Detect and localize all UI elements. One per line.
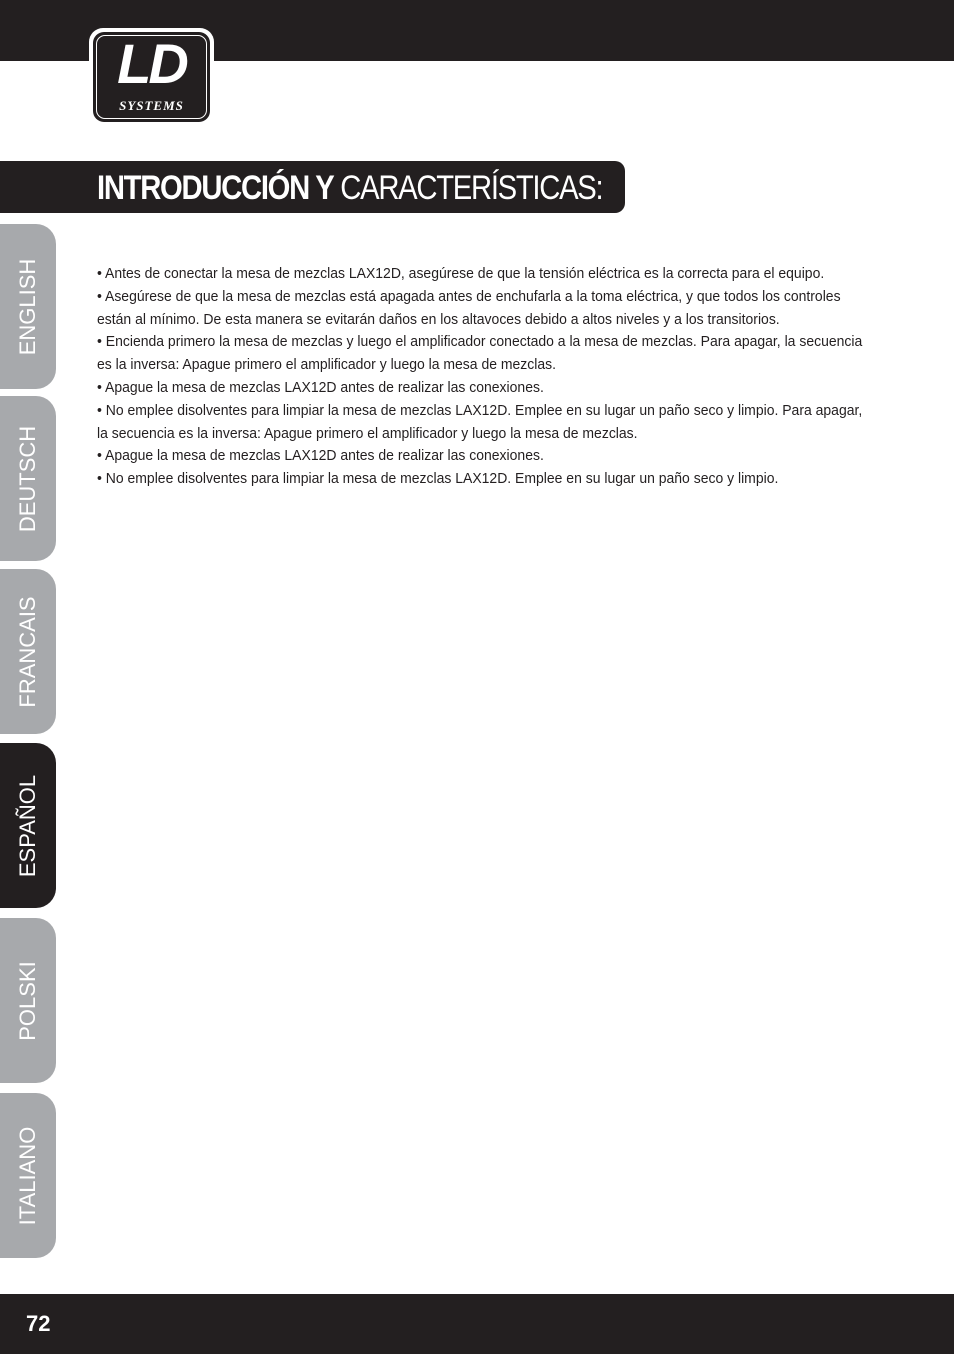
ld-systems-logo [89,28,214,126]
tab-polski[interactable] [0,918,56,1083]
paragraph: • Apague la mesa de mezclas LAX12D antes de realizar las conexiones. [97,378,544,396]
section-heading-bar [0,161,625,213]
tab-label: ESPAÑOL [15,774,40,877]
footer-bar [0,1294,954,1354]
page-number: 72 [26,1311,51,1336]
tab-english[interactable] [0,224,56,389]
section-heading-bold: INTRODUCCIÓN Y [97,169,334,207]
section-heading [97,161,602,213]
paragraph: • No emplee disolventes para limpiar la mesa de mezclas LAX12D. Emplee en su lugar un paño seco y limpio. [97,470,779,488]
section-heading-light: CARACTERÍSTICAS: [340,169,603,207]
tab-label: ENGLISH [15,258,40,355]
paragraph: • Antes de conectar la mesa de mezclas LAX12D, asegúrese de que la tensión eléctrica es la correcta para el equipo. [97,265,825,282]
paragraph: • No emplee disolventes para limpiar la mesa de mezclas LAX12D. Emplee en su lugar un paño seco y limpio. Para apagar, la secuencia es la inversa: Apague primero el amplificador y luego la mesa de mezclas. [97,401,863,442]
paragraph: • Encienda primero la mesa de mezclas y luego el amplificador conectado a la mesa de mezclas. Para apagar, la secuencia es la inversa: Apague primero el amplificador y luego la mesa de mezclas. [97,333,863,374]
paragraph: • Apague la mesa de mezclas LAX12D antes de realizar las conexiones. [97,447,544,465]
body-text [97,263,872,491]
logo-sub-text: SYSTEMS [119,98,184,113]
tab-deutsch[interactable] [0,396,56,561]
tab-espanol[interactable] [0,743,56,908]
tab-italiano[interactable] [0,1093,56,1258]
tab-label: ITALIANO [15,1126,40,1225]
logo-main-text: LD [117,32,186,95]
tab-label: POLSKI [15,960,40,1041]
tab-label: DEUTSCH [15,425,40,532]
logo-badge [93,32,210,122]
tab-label: FRANCAIS [15,595,40,708]
paragraph: • Asegúrese de que la mesa de mezclas está apagada antes de enchufarla a la toma eléctrica, y que todos los controles están al mínimo. De esta manera se evitarán daños en los altavoces debido a altos niveles y a los transitorios. [97,287,841,328]
tab-francais[interactable] [0,569,56,734]
